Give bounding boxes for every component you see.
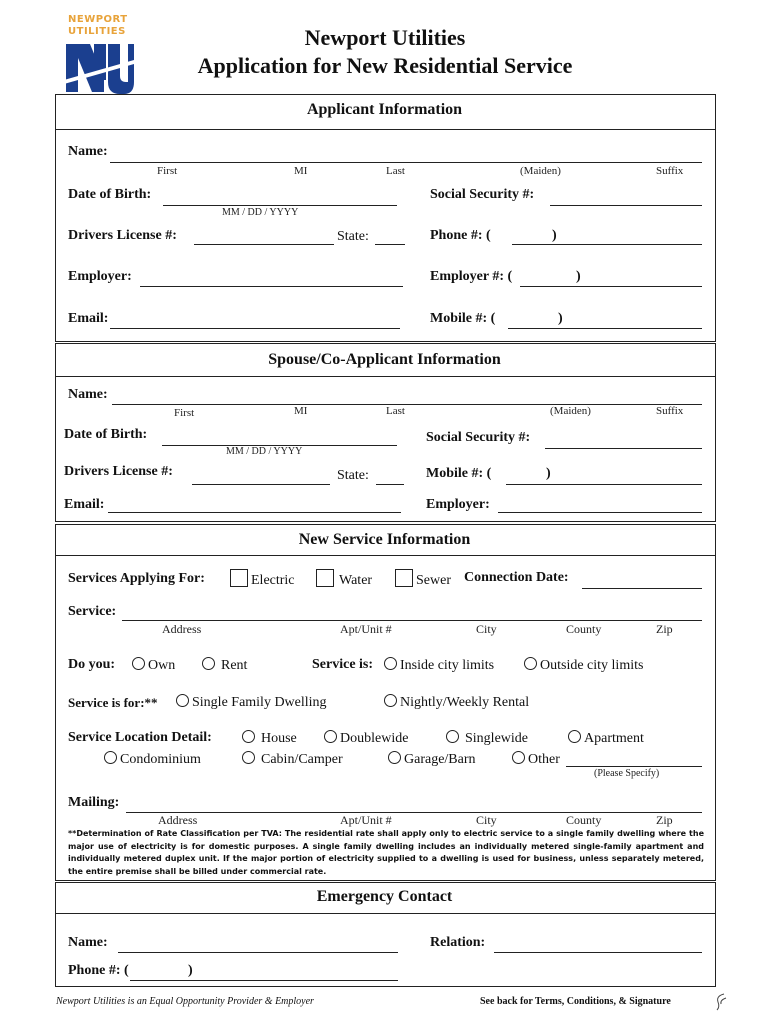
- spouse-name-part-last: Last: [386, 405, 405, 417]
- water-label: Water: [339, 573, 373, 588]
- doublewide-radio[interactable]: [324, 730, 408, 747]
- service-addr-part-address: Address: [162, 622, 202, 636]
- singlewide-radio-circle[interactable]: [446, 730, 459, 743]
- water-checkbox[interactable]: [316, 569, 372, 589]
- other-label: Other: [528, 752, 560, 767]
- mail-part-apt: Apt/Unit #: [340, 813, 392, 827]
- spouse-email-field[interactable]: [108, 512, 401, 513]
- condominium-radio-circle[interactable]: [104, 751, 117, 764]
- singlewide-label: Singlewide: [465, 731, 528, 746]
- outside-city-label: Outside city limits: [540, 658, 644, 673]
- spouse-dl-label: Drivers License #:: [64, 464, 173, 479]
- applicant-ssn-label: Social Security #:: [430, 187, 535, 202]
- electric-checkbox[interactable]: [230, 569, 295, 589]
- spouse-mobile-field[interactable]: [506, 484, 702, 485]
- applicant-employer-phone-label: Employer #: (: [430, 269, 513, 284]
- mailing-address-field[interactable]: [126, 812, 702, 813]
- page-curl-icon: [714, 992, 728, 1012]
- mailing-label: Mailing:: [68, 795, 120, 810]
- condominium-radio[interactable]: [104, 751, 201, 768]
- mail-part-city: City: [476, 813, 497, 827]
- spouse-mobile-label: Mobile #: (: [426, 466, 492, 481]
- applicant-mobile-paren: ): [558, 311, 563, 326]
- applicant-name-label: Name:: [68, 144, 108, 159]
- spouse-name-field[interactable]: [112, 404, 702, 405]
- equal-opportunity-footer: Newport Utilities is an Equal Opportunity Provider & Employer: [56, 996, 314, 1007]
- applicant-state-field[interactable]: [375, 244, 405, 245]
- spouse-state-label: State:: [337, 468, 369, 483]
- spouse-name-part-first: First: [174, 407, 195, 419]
- service-for-label: Service is for:**: [68, 695, 158, 710]
- emergency-section-heading: Emergency Contact: [316, 888, 453, 905]
- emergency-phone-paren: ): [188, 963, 193, 978]
- spouse-name-part-mi: MI: [294, 405, 308, 417]
- logo-text-newport: NEWPORT: [68, 14, 128, 25]
- applicant-dob-format: MM / DD / YYYY: [222, 207, 299, 218]
- emergency-phone-label: Phone #: (: [68, 963, 129, 978]
- logo-text-utilities: UTILITIES: [68, 26, 126, 37]
- other-specify-field[interactable]: [566, 766, 702, 767]
- applicant-employer-label: Employer:: [68, 269, 132, 284]
- spouse-mobile-paren: ): [546, 466, 551, 481]
- rent-label: Rent: [221, 658, 248, 673]
- service-addr-part-apt: Apt/Unit #: [340, 622, 392, 636]
- service-addr-part-county: County: [566, 622, 602, 636]
- singlewide-radio[interactable]: [446, 730, 528, 747]
- form-title-line2: Application for New Residential Service: [197, 53, 573, 78]
- single-family-radio-circle[interactable]: [176, 694, 189, 707]
- applicant-ssn-field[interactable]: [550, 205, 702, 206]
- mail-part-address: Address: [158, 813, 198, 827]
- spouse-dob-label: Date of Birth:: [64, 427, 148, 442]
- garage-label: Garage/Barn: [404, 752, 476, 767]
- applicant-dl-label: Drivers License #:: [68, 228, 177, 243]
- form-title-line1: Newport Utilities: [304, 25, 466, 50]
- applicant-dob-field[interactable]: [163, 205, 397, 206]
- apartment-label: Apartment: [584, 731, 644, 746]
- rent-radio[interactable]: [202, 657, 247, 674]
- emergency-section-box: [55, 912, 716, 987]
- service-addr-part-zip: Zip: [656, 622, 673, 636]
- applicant-employer-phone-paren: ): [576, 269, 581, 284]
- cabin-label: Cabin/Camper: [261, 752, 343, 767]
- house-radio[interactable]: [242, 730, 297, 747]
- name-part-mi: MI: [294, 165, 308, 177]
- outside-city-radio[interactable]: [524, 657, 643, 674]
- spouse-state-field[interactable]: [376, 484, 404, 485]
- electric-label: Electric: [251, 573, 295, 588]
- spouse-name-label: Name:: [68, 387, 108, 402]
- do-you-label: Do you:: [68, 657, 116, 672]
- other-radio-circle[interactable]: [512, 751, 525, 764]
- emergency-name-label: Name:: [68, 935, 108, 950]
- spouse-employer-label: Employer:: [426, 497, 490, 512]
- electric-checkbox-box[interactable]: [230, 569, 248, 587]
- services-applying-label: Services Applying For:: [68, 571, 205, 586]
- applicant-section-heading: Applicant Information: [306, 101, 463, 118]
- single-family-radio[interactable]: [176, 694, 327, 711]
- nightly-rental-label: Nightly/Weekly Rental: [400, 695, 530, 710]
- applicant-name-field[interactable]: [110, 162, 702, 163]
- applicant-state-label: State:: [337, 229, 369, 244]
- service-addr-part-city: City: [476, 622, 497, 636]
- inside-city-label: Inside city limits: [400, 658, 495, 673]
- own-radio-circle[interactable]: [132, 657, 145, 670]
- emergency-phone-field[interactable]: [130, 980, 398, 981]
- location-detail-label: Service Location Detail:: [68, 730, 212, 745]
- apartment-radio[interactable]: [568, 730, 644, 747]
- applicant-employer-field[interactable]: [140, 286, 403, 287]
- applicant-mobile-field[interactable]: [508, 328, 702, 329]
- spouse-name-part-suffix: Suffix: [656, 405, 684, 417]
- spouse-dob-format: MM / DD / YYYY: [226, 446, 303, 457]
- see-back-footer: See back for Terms, Conditions, & Signature: [480, 996, 671, 1007]
- spouse-ssn-field[interactable]: [545, 448, 702, 449]
- spouse-employer-field[interactable]: [498, 512, 702, 513]
- outside-city-radio-circle[interactable]: [524, 657, 537, 670]
- doublewide-radio-circle[interactable]: [324, 730, 337, 743]
- sewer-label: Sewer: [416, 573, 451, 588]
- own-radio[interactable]: [132, 657, 175, 674]
- spouse-dl-field[interactable]: [192, 484, 330, 485]
- please-specify-hint: (Please Specify): [594, 768, 660, 779]
- connection-date-field[interactable]: [582, 588, 702, 589]
- sewer-checkbox[interactable]: [395, 569, 451, 589]
- mail-part-county: County: [566, 813, 602, 827]
- house-radio-circle[interactable]: [242, 730, 255, 743]
- inside-city-radio-circle[interactable]: [384, 657, 397, 670]
- rate-classification-note: **Determination of Rate Classification per TVA: The residential rate shall apply only to electric service to a single family dwelling where the major use of electricity is for domestic purposes. A single family dwelling includes an individually metered single-family apartment and individually metered duplex unit. If the major portion of electricity supplied to a dwelling is used for business, unless separately metered, the entire premise shall be billed under commercial rate.: [68, 829, 704, 876]
- cabin-radio[interactable]: [242, 751, 343, 768]
- spouse-section-heading: Spouse/Co-Applicant Information: [268, 351, 501, 368]
- emergency-relation-label: Relation:: [430, 935, 486, 950]
- name-part-suffix: Suffix: [656, 165, 684, 177]
- condominium-label: Condominium: [120, 752, 201, 767]
- sewer-checkbox-box[interactable]: [395, 569, 413, 587]
- spouse-ssn-label: Social Security #:: [426, 430, 531, 445]
- applicant-dob-label: Date of Birth:: [68, 187, 152, 202]
- connection-date-label: Connection Date:: [464, 570, 569, 585]
- applicant-phone-label: Phone #: (: [430, 228, 491, 243]
- service-address-field[interactable]: [122, 620, 702, 621]
- name-part-maiden: (Maiden): [520, 165, 561, 177]
- spouse-email-label: Email:: [64, 497, 105, 512]
- doublewide-label: Doublewide: [340, 731, 409, 746]
- applicant-employer-phone-field[interactable]: [520, 286, 702, 287]
- mail-part-zip: Zip: [656, 813, 673, 827]
- garage-radio-circle[interactable]: [388, 751, 401, 764]
- apartment-radio-circle[interactable]: [568, 730, 581, 743]
- own-label: Own: [148, 658, 176, 673]
- garage-radio[interactable]: [388, 751, 476, 768]
- cabin-radio-circle[interactable]: [242, 751, 255, 764]
- applicant-email-label: Email:: [68, 311, 109, 326]
- applicant-phone-paren: ): [552, 228, 557, 243]
- applicant-mobile-label: Mobile #: (: [430, 311, 496, 326]
- name-part-first: First: [157, 165, 178, 177]
- spouse-name-part-maiden: (Maiden): [550, 405, 591, 417]
- other-radio[interactable]: [512, 751, 560, 768]
- inside-city-radio[interactable]: [384, 657, 494, 674]
- applicant-phone-field[interactable]: [512, 244, 702, 245]
- name-part-last: Last: [386, 165, 405, 177]
- newport-utilities-logo: [60, 12, 140, 92]
- applicant-dl-field[interactable]: [194, 244, 334, 245]
- nightly-rental-radio-circle[interactable]: [384, 694, 397, 707]
- service-section-heading: New Service Information: [298, 531, 471, 548]
- service-address-label: Service:: [68, 604, 117, 619]
- applicant-email-field[interactable]: [110, 328, 400, 329]
- emergency-name-field[interactable]: [118, 952, 398, 953]
- nightly-rental-radio[interactable]: [384, 694, 529, 711]
- house-label: House: [261, 731, 297, 746]
- water-checkbox-box[interactable]: [316, 569, 334, 587]
- single-family-label: Single Family Dwelling: [192, 695, 327, 710]
- rent-radio-circle[interactable]: [202, 657, 215, 670]
- service-is-label: Service is:: [312, 657, 374, 672]
- emergency-relation-field[interactable]: [494, 952, 702, 953]
